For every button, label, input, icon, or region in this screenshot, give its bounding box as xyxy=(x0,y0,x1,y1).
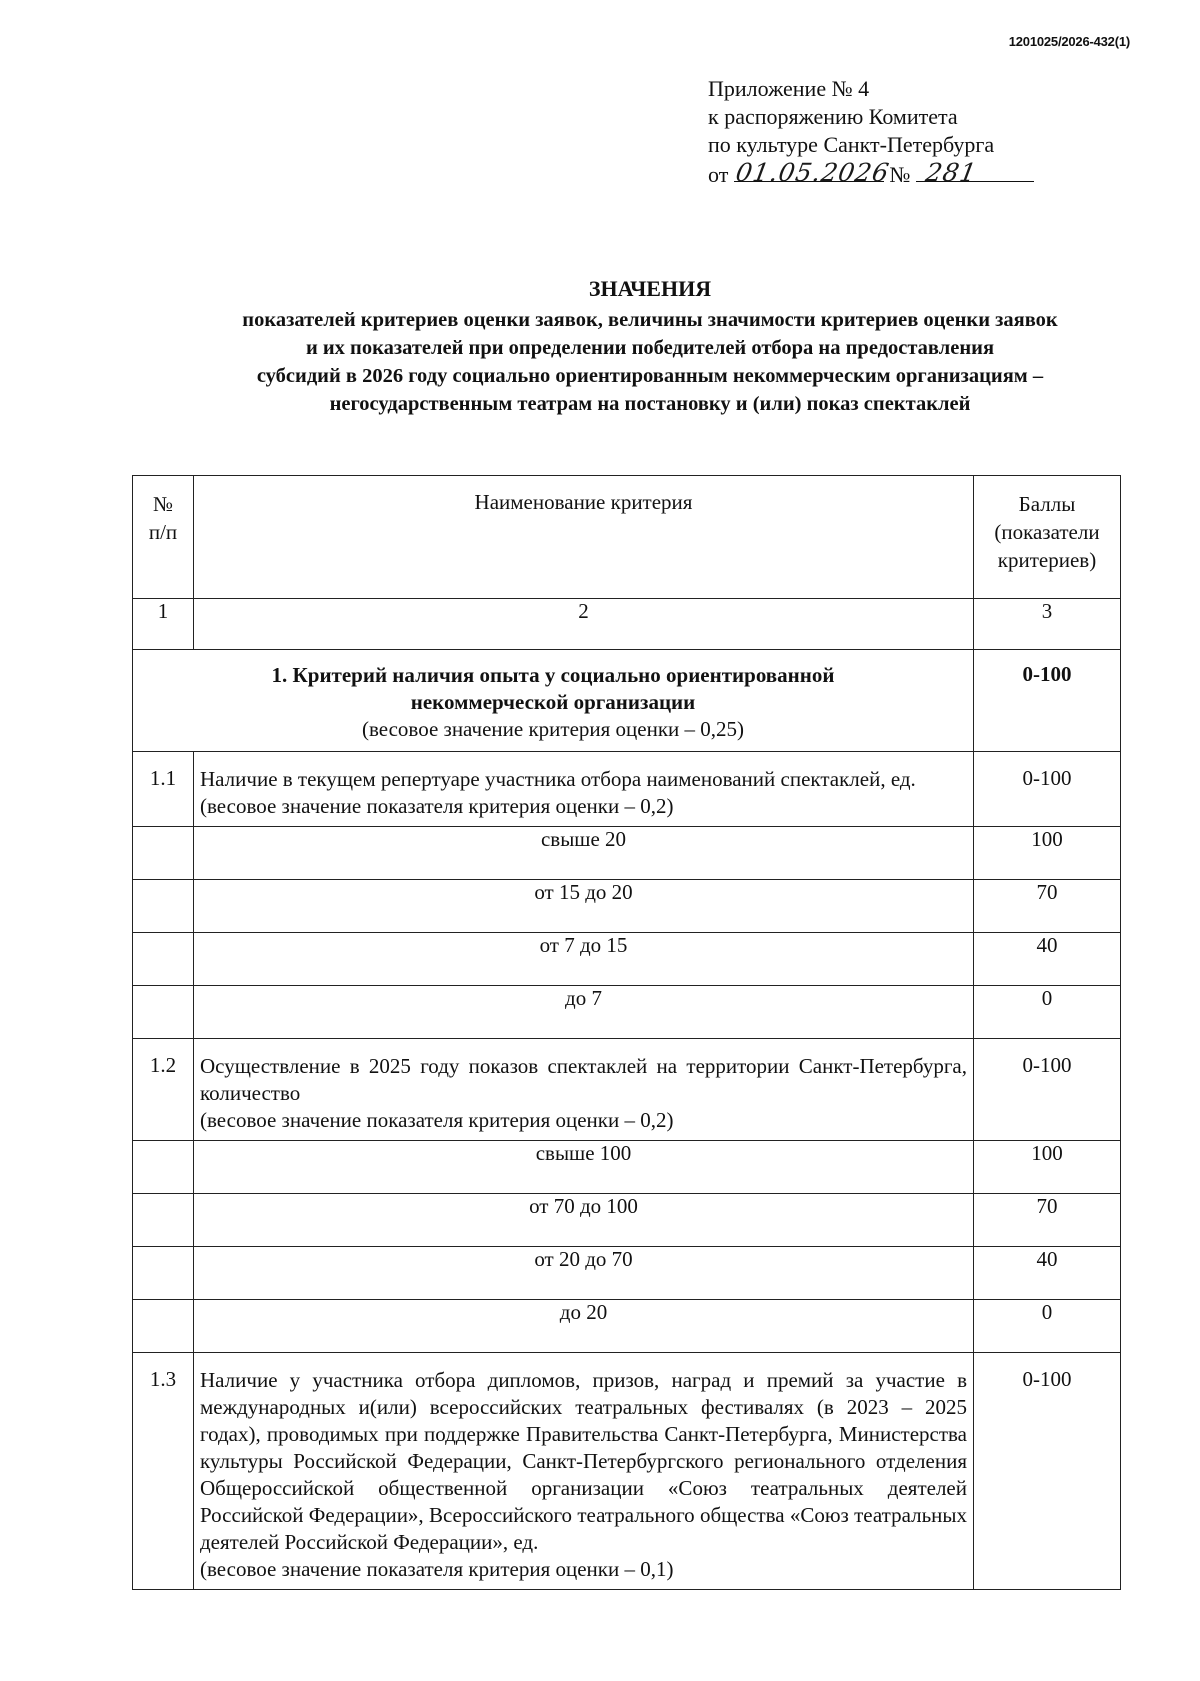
option-row xyxy=(133,1141,1121,1194)
column-number-row xyxy=(133,599,1121,650)
title-subtitle-line: субсидий в 2026 году социально ориентированным некоммерческим организациям – xyxy=(256,365,1044,387)
appendix-block xyxy=(708,75,1034,189)
section-row xyxy=(133,650,1121,752)
criterion-text: Осуществление в 2025 году показов спектаклей на территории Санкт-Петербурга, количество xyxy=(200,1054,967,1105)
option-label: от 20 до 70 xyxy=(194,1247,974,1300)
handwritten-date: 01.05.2026 xyxy=(733,158,892,187)
section-points-cell: 0-100 xyxy=(974,650,1121,752)
column-number-cell: 1 xyxy=(133,599,194,650)
option-label: от 70 до 100 xyxy=(194,1194,974,1247)
option-points: 0 xyxy=(974,1300,1121,1353)
criterion-weight: (весовое значение показателя критерия оценки – 0,2) xyxy=(200,794,674,818)
appendix-line-2: к распоряжению Комитета xyxy=(708,104,958,129)
handwritten-number: 281 xyxy=(923,158,980,187)
option-row xyxy=(133,1300,1121,1353)
header-number-symbol: № xyxy=(152,492,174,516)
header-points-line: Баллы xyxy=(1018,492,1076,516)
table-header-row xyxy=(133,476,1121,599)
header-criterion-name-cell: Наименование критерия xyxy=(194,476,974,599)
option-label: свыше 20 xyxy=(194,827,974,880)
header-number-abbr: п/п xyxy=(148,520,178,544)
title-main: ЗНАЧЕНИЯ xyxy=(588,276,712,301)
date-prefix: от xyxy=(708,162,729,187)
option-empty-cell xyxy=(133,880,194,933)
section-title-cell xyxy=(133,650,974,752)
section-weight: (весовое значение критерия оценки – 0,25) xyxy=(361,717,745,741)
option-points: 100 xyxy=(974,1141,1121,1194)
criterion-row xyxy=(133,752,1121,827)
criterion-number: 1.2 xyxy=(133,1039,194,1141)
number-underline xyxy=(916,158,1034,187)
date-underline xyxy=(733,158,892,187)
header-points-cell xyxy=(974,476,1121,599)
criterion-description xyxy=(194,1353,974,1590)
criterion-weight: (весовое значение показателя критерия оценки – 0,2) xyxy=(200,1108,674,1132)
option-empty-cell xyxy=(133,1300,194,1353)
option-empty-cell xyxy=(133,1247,194,1300)
option-points: 70 xyxy=(974,880,1121,933)
criterion-points: 0-100 xyxy=(974,1039,1121,1141)
option-label: до 20 xyxy=(194,1300,974,1353)
header-points-line: (показатели xyxy=(994,520,1100,544)
header-points-line: критериев) xyxy=(997,548,1097,572)
option-label: от 15 до 20 xyxy=(194,880,974,933)
criterion-row xyxy=(133,1039,1121,1141)
option-row xyxy=(133,1247,1121,1300)
criterion-text: Наличие у участника отбора дипломов, призов, наград и премий за участие в международных и(или) всероссийских театральных фестивалях (в 2023 – 2025 годах), проводимых при поддержке Правительства Санкт-Петербурга, Министерства культуры Российской Федерации, Санкт-Петербургского регионального отделения Общероссийской общественной организации «Союз театральных деятелей Российской Федерации», Всероссийского театрального общества «Союз театральных деятелей Российской Федерации», ед. xyxy=(200,1368,967,1554)
criterion-points: 0-100 xyxy=(974,752,1121,827)
criterion-text: Наличие в текущем репертуаре участника отбора наименований спектаклей, ед. xyxy=(200,767,916,791)
column-number-cell: 2 xyxy=(194,599,974,650)
option-row xyxy=(133,1194,1121,1247)
section-title-line: 1. Критерий наличия опыта у социально ориентированной xyxy=(271,663,835,687)
header-number-cell xyxy=(133,476,194,599)
criterion-description xyxy=(194,1039,974,1141)
option-row xyxy=(133,933,1121,986)
criterion-number: 1.1 xyxy=(133,752,194,827)
criterion-number: 1.3 xyxy=(133,1353,194,1590)
title-subtitle-line: показателей критериев оценки заявок, величины значимости критериев оценки заявок xyxy=(242,309,1058,331)
option-label: до 7 xyxy=(194,986,974,1039)
document-registration-id: 1201025/2026-432(1) xyxy=(1008,34,1130,49)
option-empty-cell xyxy=(133,827,194,880)
title-subtitle-line: негосударственным театрам на постановку и (или) показ спектаклей xyxy=(329,393,971,415)
criterion-description xyxy=(194,752,974,827)
option-empty-cell xyxy=(133,933,194,986)
option-points: 70 xyxy=(974,1194,1121,1247)
option-points: 0 xyxy=(974,986,1121,1039)
option-empty-cell xyxy=(133,1141,194,1194)
criterion-weight: (весовое значение показателя критерия оценки – 0,1) xyxy=(200,1557,674,1581)
option-label: свыше 100 xyxy=(194,1141,974,1194)
option-row xyxy=(133,880,1121,933)
title-subtitle-line: и их показателей при определении победителей отбора на предоставления xyxy=(305,337,995,359)
option-empty-cell xyxy=(133,1194,194,1247)
appendix-date-line xyxy=(708,159,1034,189)
appendix-line-3: по культуре Санкт-Петербурга xyxy=(708,132,995,157)
option-label: от 7 до 15 xyxy=(194,933,974,986)
criterion-points: 0-100 xyxy=(974,1353,1121,1590)
option-points: 40 xyxy=(974,1247,1121,1300)
document-title xyxy=(110,275,1190,418)
number-prefix: № xyxy=(889,162,911,187)
criteria-table xyxy=(132,475,1121,1590)
option-empty-cell xyxy=(133,986,194,1039)
section-title-line: некоммерческой организации xyxy=(410,690,696,714)
column-number-cell: 3 xyxy=(974,599,1121,650)
option-points: 100 xyxy=(974,827,1121,880)
appendix-line-1: Приложение № 4 xyxy=(708,76,870,101)
option-points: 40 xyxy=(974,933,1121,986)
option-row xyxy=(133,827,1121,880)
option-row xyxy=(133,986,1121,1039)
criterion-row xyxy=(133,1353,1121,1590)
